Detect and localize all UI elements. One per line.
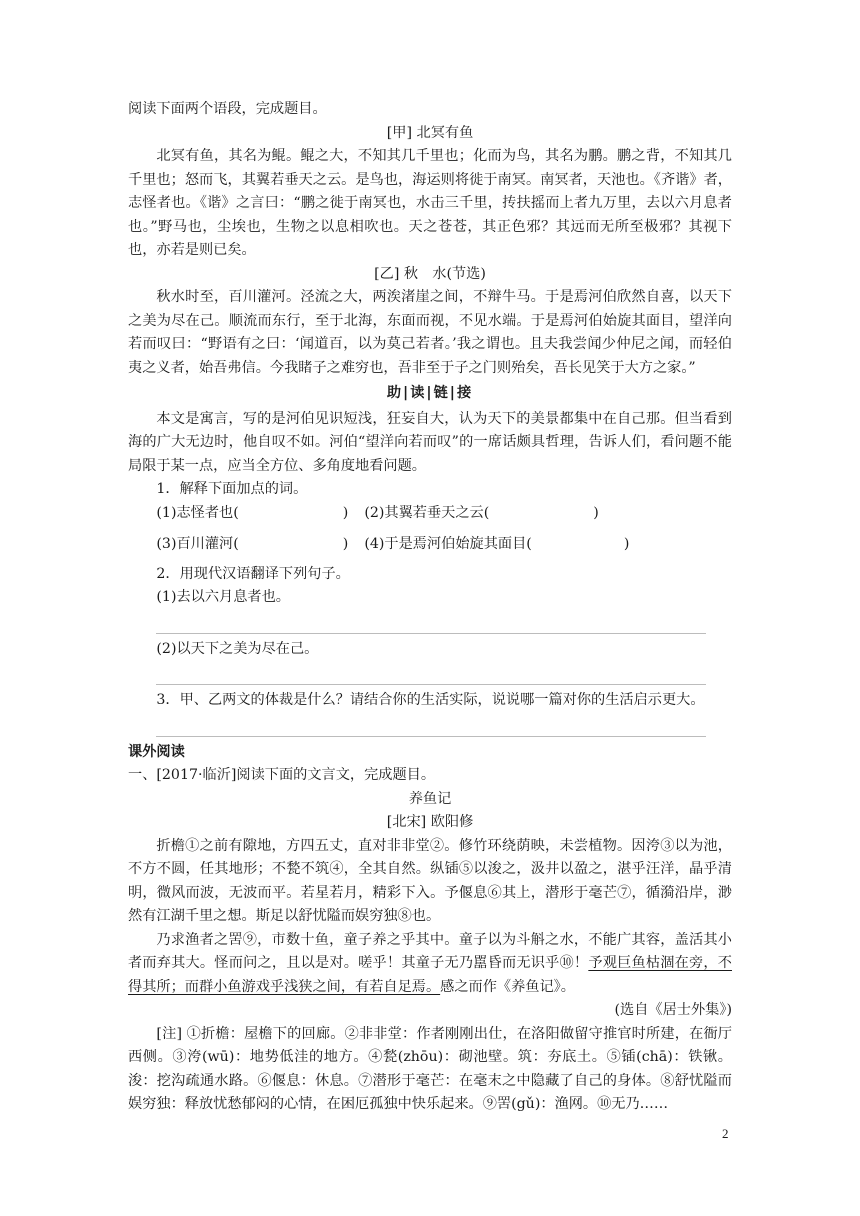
question-1-item-1: (1)志怪者也( ) xyxy=(156,504,349,521)
essay-paragraph-1: 折檐①之前有隙地，方四五丈，直对非非堂②。修竹环绕荫映，未尝植物。因洿③以为池，不方不圆，任其地形；不甃不筑④，全其自然。纵锸⑤以浚之，汲井以盈之，湛乎汪洋，晶乎清明，微风而波，无波而平。若星若月，精彩下入。予偃息⑥其上，潜形于毫芒⑦，循漪沿岸，渺然有江湖千里之想。斯足以舒忧隘而娱穷独⑧也。 xyxy=(128,837,732,924)
passage-jia-text: 北冥有鱼，其名为鲲。鲲之大，不知其几千里也；化而为鸟，其名为鹏。鹏之背，不知其几千里也；怒而飞，其翼若垂天之云。是鸟也，海运则将徙于南冥。南冥者，天池也。《齐谐》者，志怪者也。《谐》之言曰：“鹏之徙于南冥也，水击三千里，抟扶摇而上者九万里，去以六月息者也。”野马也，尘埃也，生物之以息相吹也。天之苍苍，其正色邪？其远而无所至极邪？其视下也，亦若是则已矣。 xyxy=(128,148,732,258)
passage-jia-title: [甲] 北冥有鱼 xyxy=(386,124,474,141)
answer-line-2-1[interactable] xyxy=(156,610,706,634)
essay-underlined-sentence: 予观巨鱼枯涸在旁，不得其所；而群小鱼游戏乎浅狭之间，有若自足焉。 xyxy=(128,955,732,995)
question-1-row-1 xyxy=(156,502,732,526)
essay-notes: [注] ①折檐：屋檐下的回廊。②非非堂：作者刚刚出仕，在洛阳做留守推官时所建，在衙厅西侧。③洿(wū)：地势低洼的地方。④甃(zhōu)：砌池壁。筑：夯底土。⑤锸(chā)：铁锹。浚：挖沟疏通水路。⑥偃息：休息。⑦潜形于毫芒：在毫末之中隐藏了自己的身体。⑧舒忧隘而娱穷独：释放忧愁郁闷的心情，在困厄孤独中快乐起来。⑨罟(gǔ)：渔网。⑩无乃…… xyxy=(128,1025,732,1112)
question-1-item-4: (4)于是焉河伯始旋其面目( ) xyxy=(364,536,630,552)
question-2-item-1: (1)去以六月息者也。 xyxy=(156,589,290,605)
answer-line-2-2[interactable] xyxy=(156,661,706,685)
question-1-stem: 1．解释下面加点的词。 xyxy=(156,481,308,497)
outside-reading-heading: 课外阅读 xyxy=(128,743,185,760)
essay-paragraph-2-part-a: 乃求渔者之罟⑨，市数十鱼，童子养之乎其中。童子以为斗斛之水，不能广其容，盖活其小者而弃其大。怪而问之，且以是对。嗟乎！其童子无乃嚚昏而无识乎⑩！ xyxy=(128,931,732,971)
question-1-item-3: (3)百川灌河( ) xyxy=(156,536,349,552)
page-number: 2 xyxy=(722,1126,729,1141)
outside-reading-lead: 一、[2017·临沂]阅读下面的文言文，完成题目。 xyxy=(128,767,436,783)
reading-instruction: 阅读下面两个语段，完成题目。 xyxy=(128,101,327,117)
question-2-stem: 2．用现代汉语翻译下列句子。 xyxy=(156,565,350,582)
essay-author: [北宋] 欧阳修 xyxy=(386,814,474,830)
essay-paragraph-2-part-c: 感之而作《养鱼记》。 xyxy=(440,978,575,995)
reading-helper-heading: 助|读|链|接 xyxy=(386,385,474,401)
question-1-item-2: (2)其翼若垂天之云( ) xyxy=(364,504,599,521)
essay-paragraph-2 xyxy=(128,929,732,1000)
document-page xyxy=(128,98,732,1117)
essay-title: 养鱼记 xyxy=(408,790,452,807)
reading-helper-text: 本文是寓言，写的是河伯见识短浅，狂妄自大，认为天下的美景都集中在自己那。但当看到海的广大无边时，他自叹不如。河伯“望洋向若而叹”的一席话颇具哲理，告诉人们，看问题不能局限于某一点，应当全方位、多角度地看问题。 xyxy=(128,410,732,474)
question-3-stem: 3．甲、乙两文的体裁是什么？请结合你的生活实际，说说哪一篇对你的生活启示更大。 xyxy=(156,692,705,708)
answer-line-3[interactable] xyxy=(156,713,706,737)
essay-source: (选自《居士外集》) xyxy=(614,1002,732,1018)
question-1-row-2 xyxy=(156,533,732,557)
passage-yi-title: [乙] 秋 水(节选) xyxy=(374,265,486,282)
passage-yi-text: 秋水时至，百川灌河。泾流之大，两涘渚崖之间，不辩牛马。于是焉河伯欣然自喜，以天下之美为尽在己。顺流而东行，至于北海，东面而视，不见水端。于是焉河伯始旋其面目，望洋向若而叹曰：“野语有之曰：‘闻道百，以为莫己若者。’我之谓也。且夫我尝闻少仲尼之闻，而轻伯夷之义者，始吾弗信。今我睹子之难穷也，吾非至于子之门则殆矣，吾长见笑于大方之家。” xyxy=(128,289,732,376)
question-2-item-2: (2)以天下之美为尽在己。 xyxy=(156,640,319,657)
